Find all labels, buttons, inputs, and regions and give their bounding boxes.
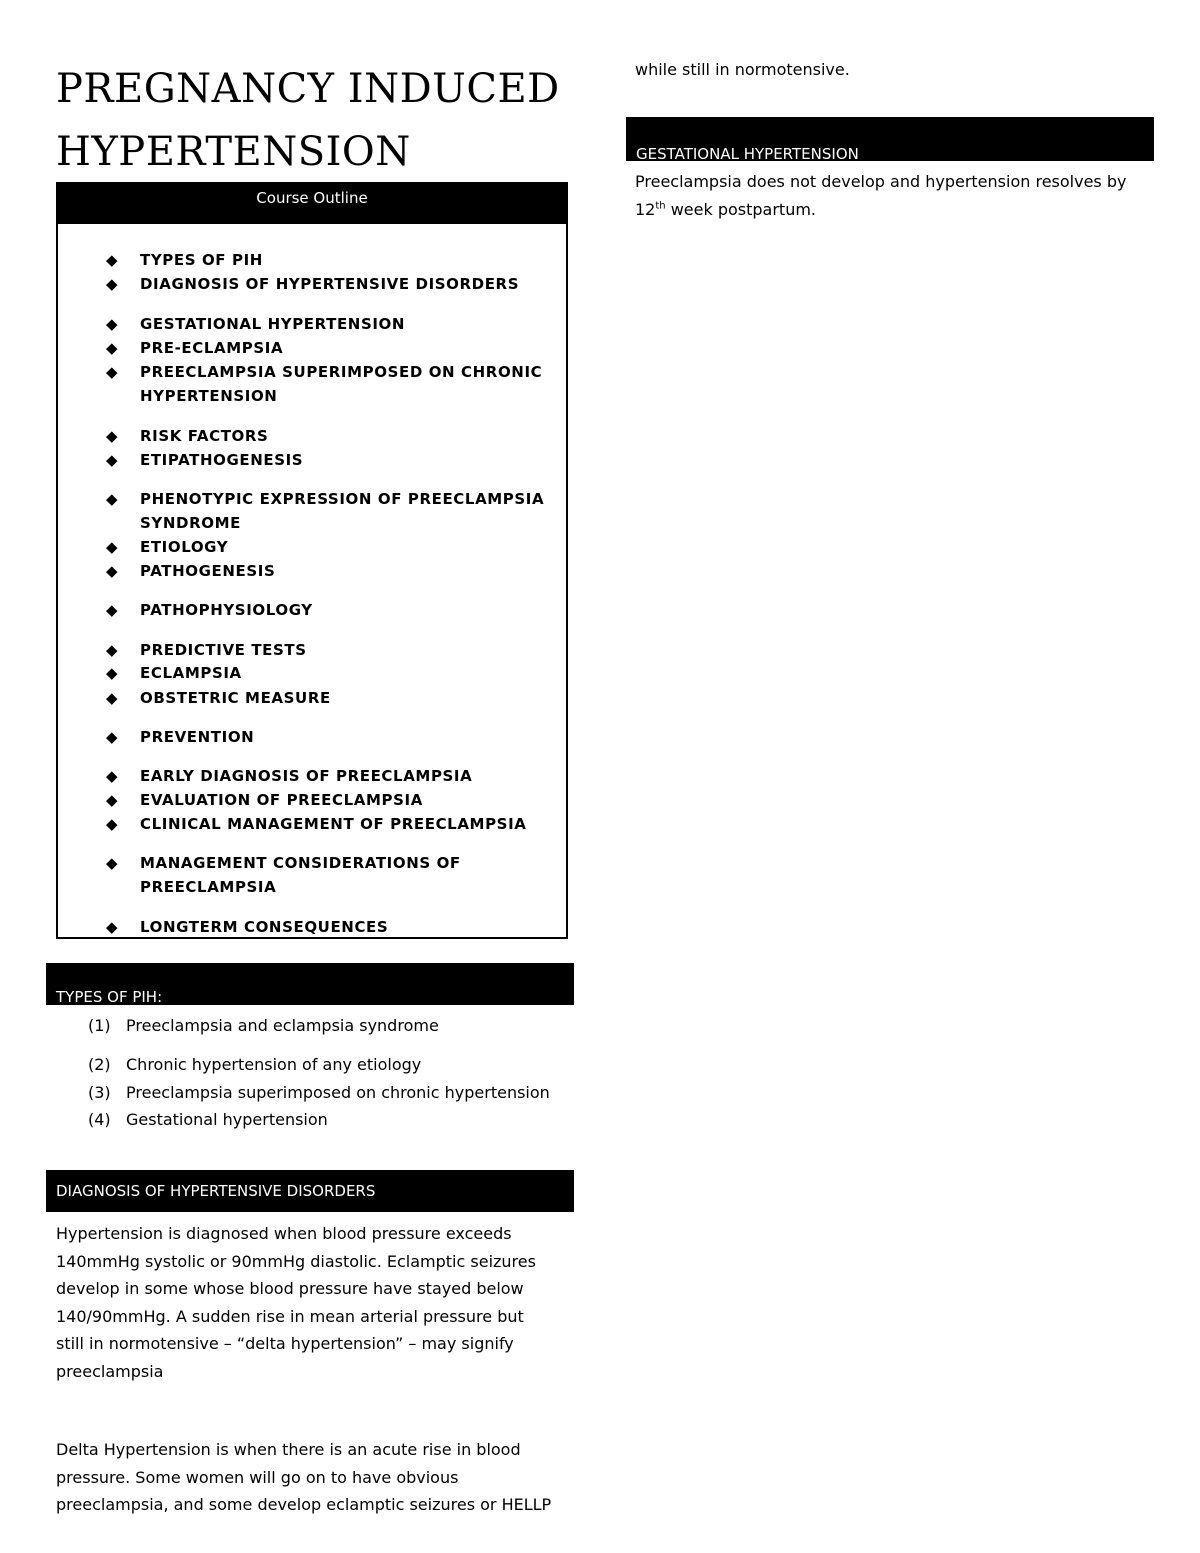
diamond-bullet-icon: ◆ (106, 664, 119, 682)
course-outline-header: Course Outline (58, 184, 566, 224)
outline-item: ◆ ETIOLOGY (106, 535, 546, 559)
diamond-bullet-icon: ◆ (106, 641, 119, 659)
diamond-bullet-icon: ◆ (106, 251, 119, 269)
outline-item: ◆ PATHOPHYSIOLOGY (106, 598, 546, 622)
list-item: (2) Chronic hypertension of any etiology (88, 1055, 422, 1074)
outline-item: ◆ PREVENTION (106, 725, 546, 749)
title-line-2: HYPERTENSION (56, 129, 411, 175)
outline-item: ◆ PRE-ECLAMPSIA (106, 336, 546, 360)
outline-item: ◆ OBSTETRIC MEASURE (106, 686, 546, 710)
diamond-bullet-icon: ◆ (106, 538, 119, 556)
diagnosis-heading: DIAGNOSIS OF HYPERTENSIVE DISORDERS (56, 1182, 376, 1200)
outline-item: ◆ CLINICAL MANAGEMENT OF PREECLAMPSIA (106, 812, 546, 836)
list-item: (3) Preeclampsia superimposed on chronic hypertension (88, 1083, 550, 1102)
title-line-1: PREGNANCY INDUCED (56, 66, 560, 112)
outline-item: ◆ DIAGNOSIS OF HYPERTENSIVE DISORDERS (106, 272, 546, 296)
diamond-bullet-icon: ◆ (106, 451, 119, 469)
diamond-bullet-icon: ◆ (106, 728, 119, 746)
list-item: (4) Gestational hypertension (88, 1110, 328, 1129)
diagnosis-paragraph-1: Hypertension is diagnosed when blood pressure exceeds 140mmHg systolic or 90mmHg diastolic. Eclamptic seizures develop in some whose blood pressure have stayed below 140/90mmHg. A sudden rise in mean arterial pressure but still in normotensive – “delta hypertension” – may signify preeclampsia (56, 1224, 536, 1381)
list-item: (1) Preeclampsia and eclampsia syndrome (88, 1016, 439, 1035)
outline-item: ◆ PREECLAMPSIA SUPERIMPOSED ON CHRONIC HYPERTENSION (106, 360, 546, 408)
diamond-bullet-icon: ◆ (106, 339, 119, 357)
diagnosis-paragraph-2: Delta Hypertension is when there is an acute rise in blood pressure. Some women will go on to have obvious preeclampsia, and some develop eclamptic seizures or HELLP (56, 1440, 552, 1514)
diamond-bullet-icon: ◆ (106, 562, 119, 580)
diamond-bullet-icon: ◆ (106, 854, 119, 872)
diamond-bullet-icon: ◆ (106, 815, 119, 833)
outline-item: ◆ LONGTERM CONSEQUENCES (106, 915, 546, 939)
diamond-bullet-icon: ◆ (106, 315, 119, 333)
gestational-paragraph: Preeclampsia does not develop and hypertension resolves by 12th week postpartum. (635, 172, 1127, 219)
diamond-bullet-icon: ◆ (106, 490, 119, 508)
outline-item: ◆ GESTATIONAL HYPERTENSION (106, 312, 546, 336)
diamond-bullet-icon: ◆ (106, 601, 119, 619)
diamond-bullet-icon: ◆ (106, 275, 119, 293)
diagnosis-heading-bar (46, 1170, 574, 1212)
types-of-pih-heading: TYPES OF PIH: (56, 988, 163, 1006)
continued-text: while still in normotensive. (635, 60, 850, 79)
gestational-heading: GESTATIONAL HYPERTENSION (636, 145, 859, 163)
diamond-bullet-icon: ◆ (106, 689, 119, 707)
outline-item: ◆ RISK FACTORS (106, 424, 546, 448)
gestational-heading-bar (626, 117, 1154, 161)
diamond-bullet-icon: ◆ (106, 363, 119, 381)
diamond-bullet-icon: ◆ (106, 767, 119, 785)
outline-item: ◆ PATHOGENESIS (106, 559, 546, 583)
outline-item: ◆ MANAGEMENT CONSIDERATIONS OF PREECLAMPSIA (106, 851, 546, 899)
outline-item: ◆ TYPES OF PIH (106, 248, 546, 272)
course-outline-box (56, 182, 568, 939)
outline-item: ◆ ETIPATHOGENESIS (106, 448, 546, 472)
outline-item: ◆ EVALUATION OF PREECLAMPSIA (106, 788, 546, 812)
page-title (56, 58, 560, 184)
diamond-bullet-icon: ◆ (106, 427, 119, 445)
outline-item: ◆ PHENOTYPIC EXPRESSION OF PREECLAMPSIA SYNDROME (106, 487, 546, 535)
outline-item: ◆ PREDICTIVE TESTS (106, 638, 546, 662)
outline-item: ◆ ECLAMPSIA (106, 661, 546, 685)
diamond-bullet-icon: ◆ (106, 791, 119, 809)
diamond-bullet-icon: ◆ (106, 918, 119, 936)
types-of-pih-heading-bar (46, 963, 574, 1005)
outline-item: ◆ EARLY DIAGNOSIS OF PREECLAMPSIA (106, 764, 546, 788)
